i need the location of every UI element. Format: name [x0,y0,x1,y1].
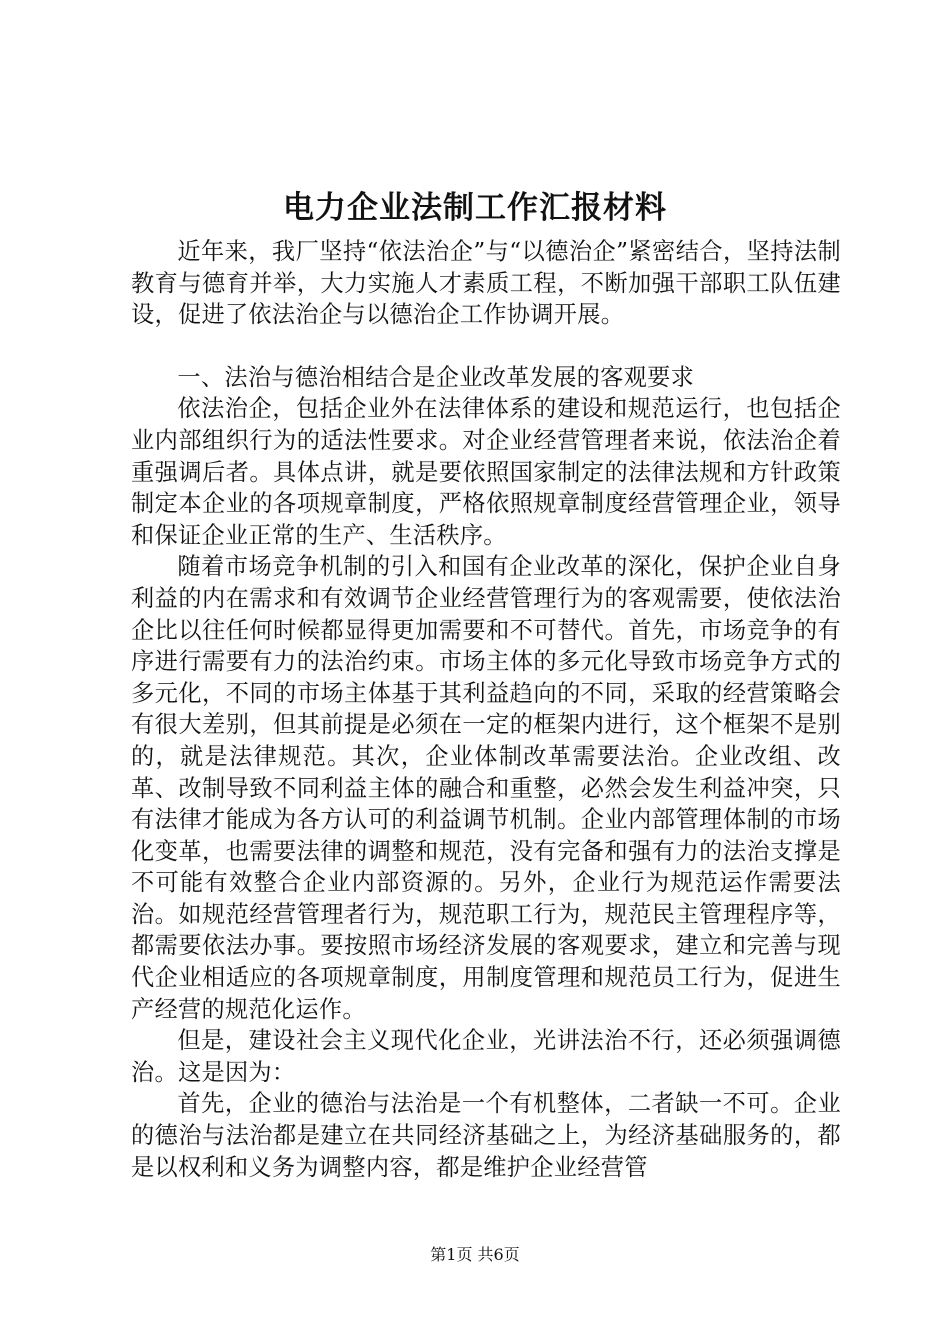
paragraph-rule-of-law: 依法治企，包括企业外在法律体系的建设和规范运行，也包括企业内部组织行为的适法性要求。对企业经营管理者来说，依法治企着重强调后者。具体点讲，就是要依照国家制定的法律法规和方针政策制定本企业的各项规章制度，严格依照规章制度经营管理企业，领导和保证企业正常的生产、生活秩序。 [131,395,841,549]
paragraph-intro: 近年来，我厂坚持“依法治企”与“以德治企”紧密结合，坚持法制教育与德育并举，大力实施人才素质工程，不断加强干部职工队伍建设，促进了依法治企与以德治企工作协调开展。 [131,238,841,329]
paragraph-market-competition: 随着市场竞争机制的引入和国有企业改革的深化，保护企业自身利益的内在需求和有效调节企业经营管理行为的客观需要，使依法治企比以往任何时候都显得更加需要和不可替代。首先，市场竞争的有序进行需要有力的法治约束。市场主体的多元化导致市场竞争方式的多元化，不同的市场主体基于其利益趋向的不同，采取的经营策略会有很大差别，但其前提是必须在一定的框架内进行，这个框架不是别的，就是法律规范。其次，企业体制改革需要法治。企业改组、改革、改制导致不同利益主体的融合和重整，必然会发生利益冲突，只有法律才能成为各方认可的利益调节机制。企业内部管理体制的市场化变革，也需要法律的调整和规范，没有完备和强有力的法治支撑是不可能有效整合企业内部资源的。另外，企业行为规范运作需要法治。如规范经营管理者行为，规范职工行为，规范民主管理程序等，都需要依法办事。要按照市场经济发展的客观要求，建立和完善与现代企业相适应的各项规章制度，用制度管理和规范员工行为，促进生产经营的规范化运作。 [131,553,841,1023]
page-footer: 第1页 共6页 [430,1245,520,1264]
document-body [131,236,841,1183]
paragraph-first-reason: 首先，企业的德治与法治是一个有机整体，二者缺一不可。企业的德治与法治都是建立在共同经济基础之上，为经济基础服务的，都是以权利和义务为调整内容，都是维护企业经营管 [131,1090,841,1181]
paragraph-moral-governance: 但是，建设社会主义现代化企业，光讲法治不行，还必须强调德治。这是因为： [131,1027,841,1086]
section-heading-1: 一、法治与德治相结合是企业改革发展的客观要求 [177,363,695,391]
document-title: 电力企业法制工作汇报材料 [283,190,667,226]
